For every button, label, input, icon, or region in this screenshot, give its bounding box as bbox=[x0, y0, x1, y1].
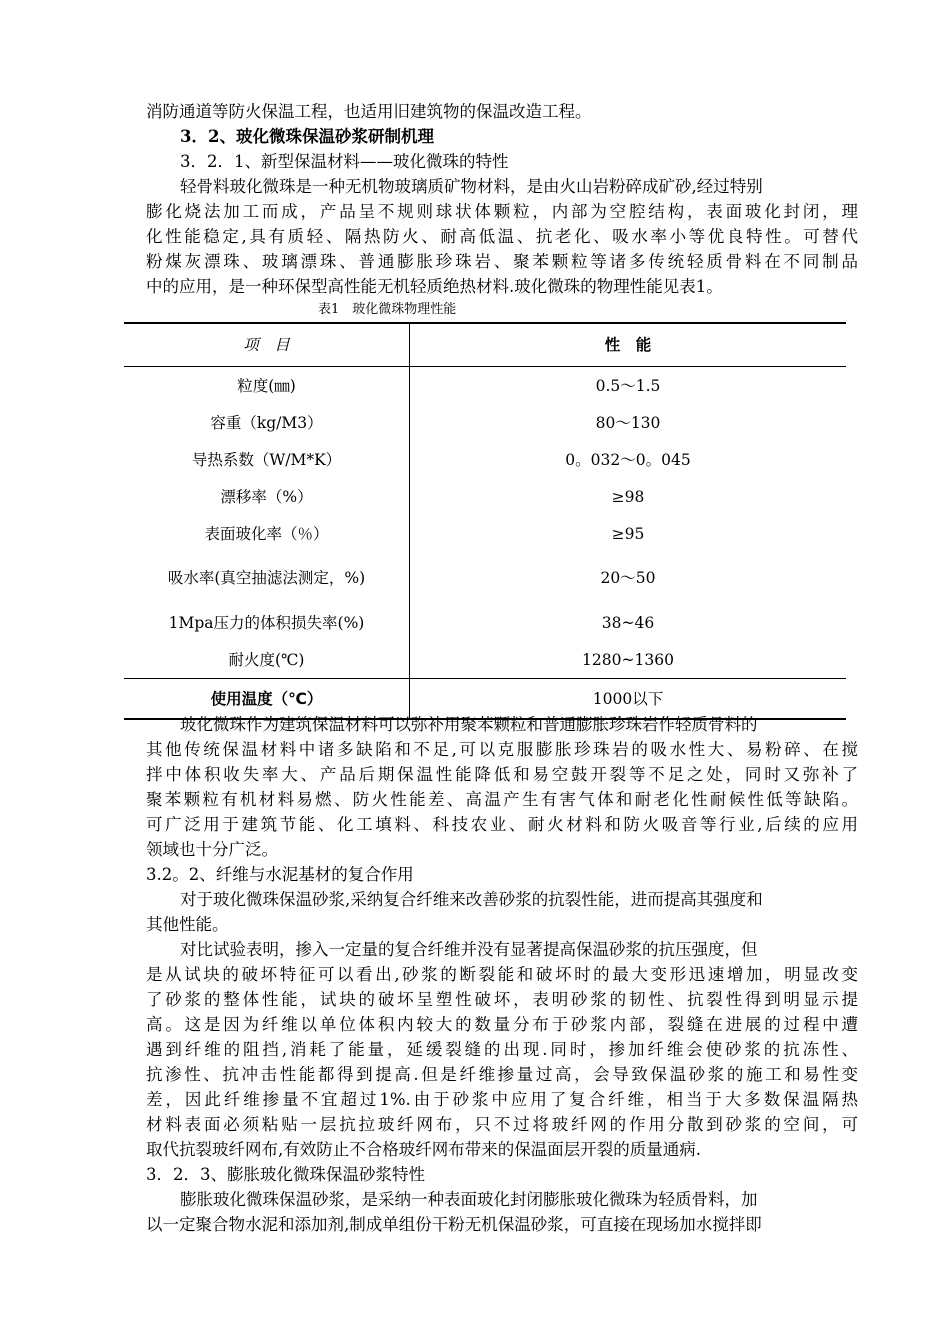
table-row bbox=[124, 552, 846, 604]
table-row bbox=[124, 478, 846, 515]
table-row bbox=[124, 604, 846, 641]
table-cell-value: 0。032～0。045 bbox=[565, 450, 691, 469]
subsection-heading-3-2-2: 3.2。2、纤维与水泥基材的复合作用 bbox=[146, 865, 414, 884]
table-cell-value: 38~46 bbox=[601, 613, 655, 632]
table-row bbox=[124, 367, 846, 405]
text-line: 消防通道等防火保温工程，也适用旧建筑物的保温改造工程。 bbox=[146, 102, 592, 121]
subsection-heading-3-2-3: 3．2．3、膨胀玻化微珠保温砂浆特性 bbox=[146, 1165, 425, 1184]
text-line: 中的应用，是一种环保型高性能无机轻质绝热材料.玻化微珠的物理性能见表1。 bbox=[146, 277, 723, 296]
header-performance: 性 能 bbox=[410, 323, 847, 367]
text-line: 取代抗裂玻纤网布,有效防止不合格玻纤网布带来的保温面层开裂的质量通病. bbox=[146, 1140, 701, 1159]
table-cell-value: 1280~1360 bbox=[582, 650, 674, 669]
text-line: 材料表面必须粘贴一层抗拉玻纤网布，只不过将玻纤网的作用分散到砂浆的空间，可 bbox=[146, 1115, 858, 1134]
text-line: 其他性能。 bbox=[146, 915, 229, 934]
table-row bbox=[124, 641, 846, 679]
text-line: 对比试验表明，掺入一定量的复合纤维并没有显著提高保温砂浆的抗压强度，但 bbox=[180, 940, 758, 959]
table-cell-value: ≥98 bbox=[611, 487, 645, 506]
text-line: 差，因此纤维掺量不宜超过1%.由于砂浆中应用了复合纤维，相当于大多数保温隔热 bbox=[146, 1090, 858, 1109]
text-line: 玻化微珠作为建筑保温材料可以弥补用聚苯颗粒和普通膨胀珍珠岩作轻质骨料的 bbox=[180, 715, 758, 734]
table-cell-value: 20～50 bbox=[600, 569, 656, 587]
table-cell-item: 导热系数（W/M*K） bbox=[124, 441, 410, 478]
text-line: 抗渗性、抗冲击性能都得到提高.但是纤维掺量过高，会导致保温砂浆的施工和易性变 bbox=[146, 1065, 858, 1084]
header-item: 项 目 bbox=[124, 323, 410, 367]
table-row bbox=[124, 441, 846, 478]
text-line: 粉煤灰漂珠、玻璃漂珠、普通膨胀珍珠岩、聚苯颗粒等诸多传统轻质骨料在不同制品 bbox=[146, 252, 858, 271]
text-line: 以一定聚合物水泥和添加剂,制成单组份干粉无机保温砂浆，可直接在现场加水搅拌即 bbox=[146, 1215, 762, 1234]
section-heading-3-2: 3．2、玻化微珠保温砂浆研制机理 bbox=[180, 127, 434, 146]
table-cell-item: 耐火度(℃) bbox=[124, 641, 410, 679]
table-cell-value: ≥95 bbox=[611, 524, 645, 543]
table-caption: 表1 玻化微珠物理性能 bbox=[318, 302, 457, 317]
table-row bbox=[124, 515, 846, 552]
table-cell-item: 吸水率(真空抽滤法测定，%) bbox=[124, 552, 410, 604]
table-cell-item: 1Mpa压力的体积损失率(%) bbox=[124, 604, 410, 641]
text-line: 聚苯颗粒有机材料易燃、防火性能差、高温产生有害气体和耐老化性耐候性低等缺陷。 bbox=[146, 790, 858, 809]
text-line: 是从试块的破坏特征可以看出,砂浆的断裂能和破坏时的最大变形迅速增加，明显改变 bbox=[146, 965, 858, 984]
table-cell-item: 使用温度（℃） bbox=[124, 679, 410, 720]
text-line: 对于玻化微珠保温砂浆,采纳复合纤维来改善砂浆的抗裂性能，进而提高其强度和 bbox=[180, 890, 763, 909]
text-line: 轻骨料玻化微珠是一种无机物玻璃质矿物材料，是由火山岩粉碎成矿砂,经过特别 bbox=[180, 177, 763, 196]
text-line: 拌中体积收失率大、产品后期保温性能降低和易空鼓开裂等不足之处，同时又弥补了 bbox=[146, 765, 858, 784]
table-cell-value: 80～130 bbox=[595, 413, 661, 432]
physical-properties-table bbox=[124, 322, 846, 720]
table-cell-value: 1000以下 bbox=[410, 679, 847, 720]
text-line: 可广泛用于建筑节能、化工填料、科技农业、耐火材料和防火吸音等行业,后续的应用 bbox=[146, 815, 858, 834]
table-cell-item: 表面玻化率（％） bbox=[124, 515, 410, 552]
text-line: 化性能稳定,具有质轻、隔热防火、耐高低温、抗老化、吸水率小等优良特性。可替代 bbox=[146, 227, 858, 246]
table-cell-value: 0.5～1.5 bbox=[595, 376, 661, 395]
table-header-row bbox=[124, 323, 846, 367]
text-line: 了砂浆的整体性能，试块的破坏呈塑性破坏，表明砂浆的韧性、抗裂性得到明显示提 bbox=[146, 990, 858, 1009]
text-line: 其他传统保温材料中诸多缺陷和不足,可以克服膨胀珍珠岩的吸水性大、易粉碎、在搅 bbox=[146, 740, 858, 759]
text-line: 膨化烧法加工而成，产品呈不规则球状体颗粒，内部为空腔结构，表面玻化封闭，理 bbox=[146, 202, 858, 221]
table-row bbox=[124, 404, 846, 441]
table-cell-item: 漂移率（%） bbox=[124, 478, 410, 515]
table-cell-item: 粒度(㎜) bbox=[124, 367, 410, 405]
table-cell-item: 容重（kg/M3） bbox=[124, 404, 410, 441]
text-line: 膨胀玻化微珠保温砂浆，是采纳一种表面玻化封闭膨胀玻化微珠为轻质骨料，加 bbox=[180, 1190, 758, 1209]
text-line: 高。这是因为纤维以单位体积内较大的数量分布于砂浆内部，裂缝在进展的过程中遭 bbox=[146, 1015, 858, 1034]
text-line: 领域也十分广泛。 bbox=[146, 840, 278, 859]
subsection-heading-3-2-1: 3．2．1、新型保温材料——玻化微珠的特性 bbox=[180, 152, 509, 171]
text-line: 遇到纤维的阻挡,消耗了能量，延缓裂缝的出现.同时，掺加纤维会使砂浆的抗冻性、 bbox=[146, 1040, 858, 1059]
